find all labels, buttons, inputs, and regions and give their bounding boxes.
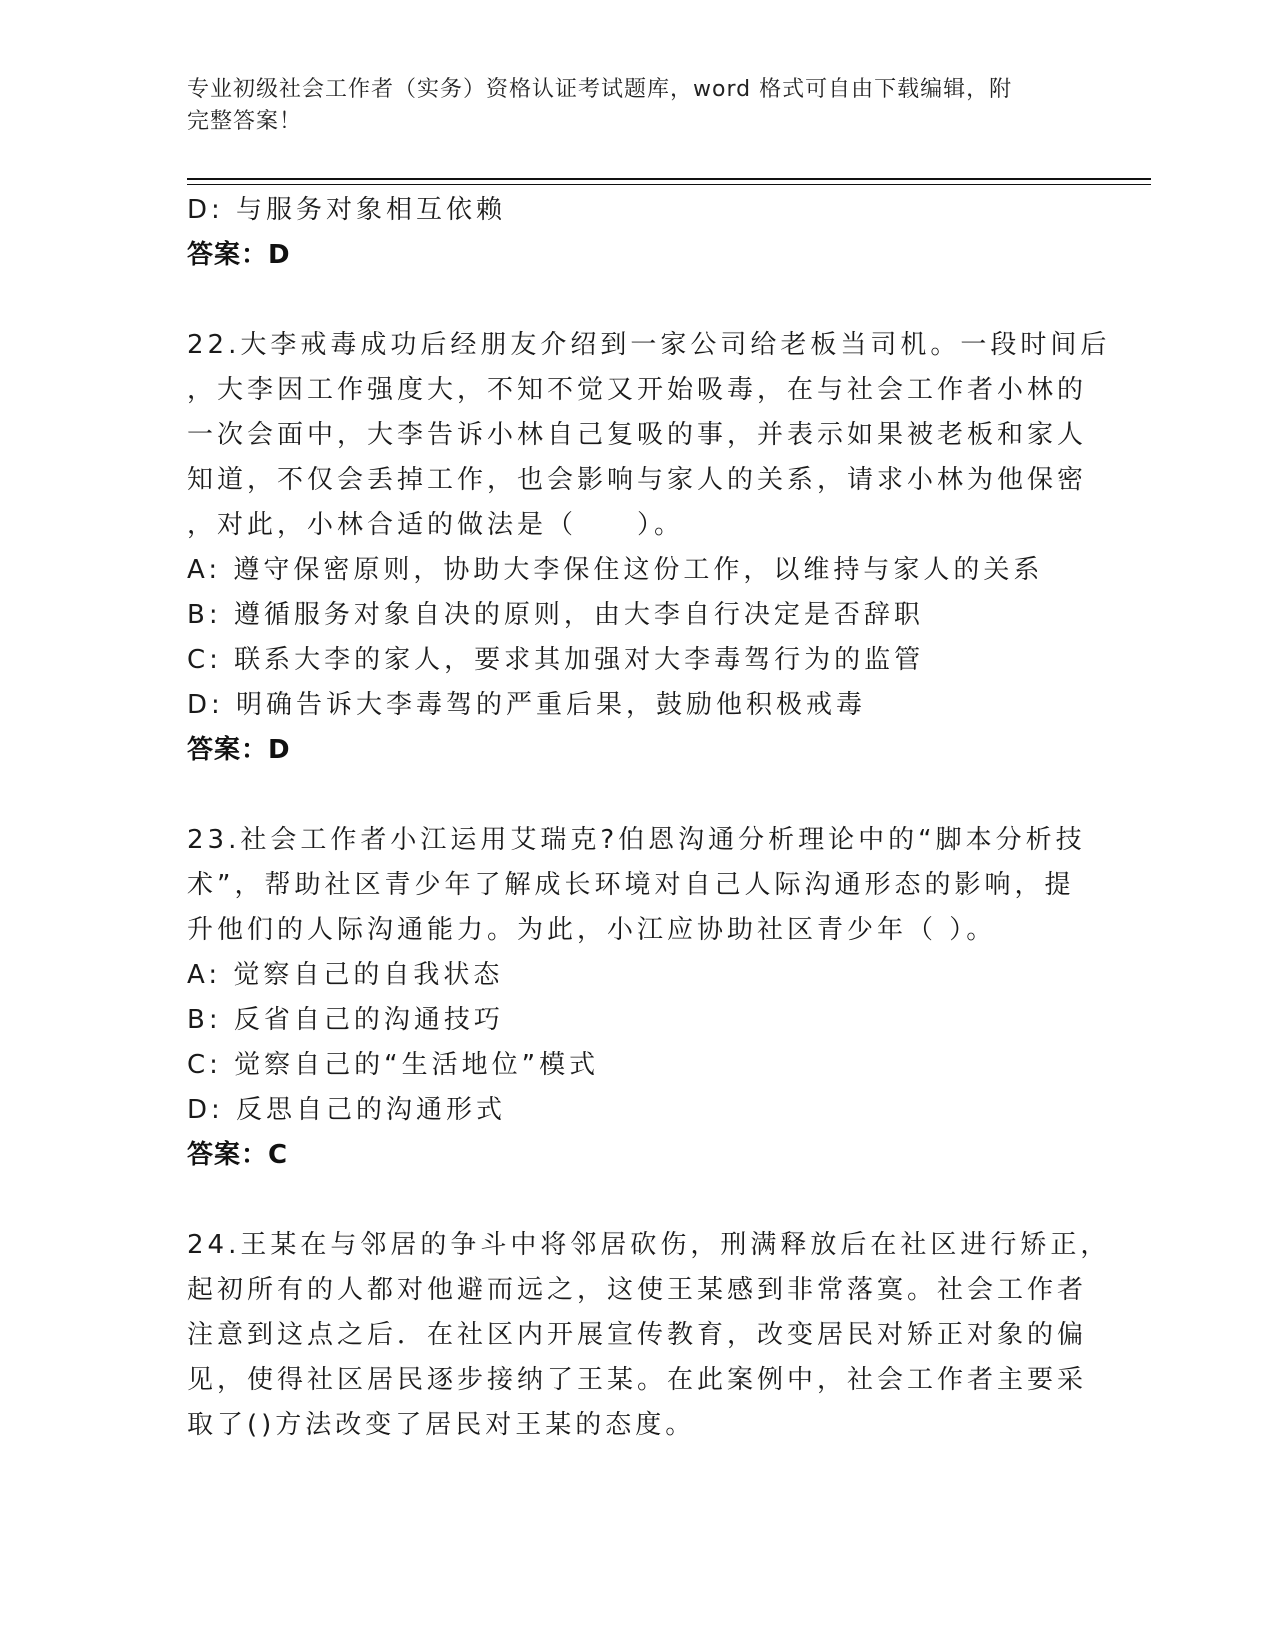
option-c: C: 觉察自己的“生活地位”模式 — [187, 1050, 600, 1080]
question-stem-line: 一次会面中，大李告诉小林自己复吸的事，并表示如果被老板和家人 — [187, 420, 1088, 450]
question-24 — [187, 1223, 1111, 1448]
question-stem-line: 取了()方法改变了居民对王某的态度。 — [187, 1410, 696, 1440]
option-d: D: 与服务对象相互依赖 — [187, 195, 507, 225]
header-divider-thick — [187, 178, 1151, 180]
spacer — [187, 278, 1067, 323]
answer-line: 答案：D — [187, 240, 291, 270]
option-b: B: 遵循服务对象自决的原则，由大李自行决定是否辞职 — [187, 600, 924, 630]
question-stem-line: ，对此，小林合适的做法是（ ）。 — [187, 510, 685, 540]
option-a: A: 遵守保密原则，协助大李保住这份工作，以维持与家人的关系 — [187, 555, 1044, 585]
answer-line: 答案：D — [187, 735, 291, 765]
spacer — [187, 773, 1067, 818]
question-22 — [187, 323, 1111, 773]
option-b: B: 反省自己的沟通技巧 — [187, 1005, 504, 1035]
question-stem-line: 24.王某在与邻居的争斗中将邻居砍伤，刑满释放后在社区进行矫正， — [187, 1230, 1111, 1260]
question-stem-line: 术”，帮助社区青少年了解成长环境对自己人际沟通形态的影响，提 — [187, 870, 1075, 900]
question-stem-line: 见，使得社区居民逐步接纳了王某。在此案例中，社会工作者主要采 — [187, 1365, 1088, 1395]
document-body — [187, 188, 1111, 1448]
spacer — [187, 1178, 1067, 1223]
question-stem-line: 升他们的人际沟通能力。为此，小江应协助社区青少年（ ）。 — [187, 915, 997, 945]
header-divider-thin — [187, 184, 1151, 185]
page-header — [187, 74, 1067, 138]
answer-line: 答案：C — [187, 1140, 289, 1170]
option-a: A: 觉察自己的自我状态 — [187, 960, 504, 990]
option-c: C: 联系大李的家人，要求其加强对大李毒驾行为的监管 — [187, 645, 925, 675]
question-stem-line: 起初所有的人都对他避而远之，这使王某感到非常落寞。社会工作者 — [187, 1275, 1088, 1305]
question-stem-line: 注意到这点之后．在社区内开展宣传教育，改变居民对矫正对象的偏 — [187, 1320, 1088, 1350]
question-stem-line: 23.社会工作者小江运用艾瑞克?伯恩沟通分析理论中的“脚本分析技 — [187, 825, 1086, 855]
option-d: D: 明确告诉大李毒驾的严重后果，鼓励他积极戒毒 — [187, 690, 867, 720]
question-21-tail — [187, 188, 1067, 278]
question-stem-line: ，大李因工作强度大，不知不觉又开始吸毒，在与社会工作者小林的 — [187, 375, 1088, 405]
option-d: D: 反思自己的沟通形式 — [187, 1095, 507, 1125]
header-line-2: 完整答案！ — [187, 109, 303, 134]
question-23 — [187, 818, 1086, 1178]
question-stem-line: 知道，不仅会丢掉工作，也会影响与家人的关系，请求小林为他保密 — [187, 465, 1088, 495]
question-stem-line: 22.大李戒毒成功后经朋友介绍到一家公司给老板当司机。一段时间后 — [187, 330, 1111, 360]
header-line-1: 专业初级社会工作者（实务）资格认证考试题库，word 格式可自由下载编辑，附 — [187, 77, 1013, 102]
